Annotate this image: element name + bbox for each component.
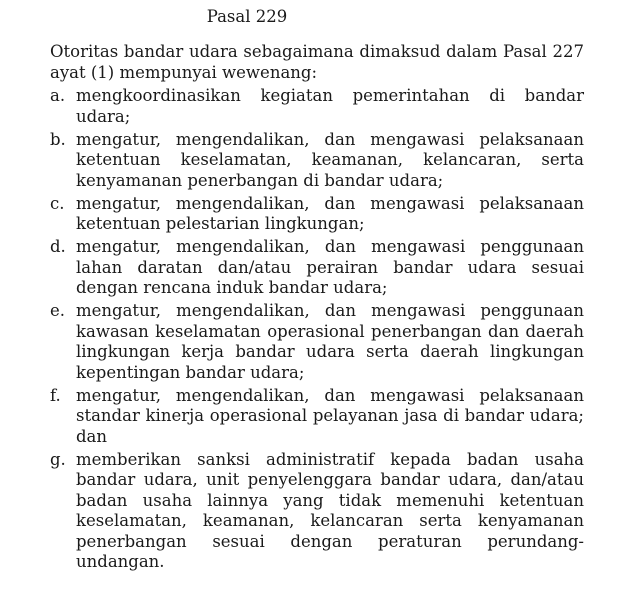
- article-intro: Otoritas bandar udara sebagaimana dimaksud dalam Pasal 227 ayat (1) mempunyai wewenang:: [50, 42, 584, 82]
- list-item-text: mengatur, mengendalikan, dan mengawasi pelaksanaan ketentuan keselamatan, keamanan, kelancaran, serta kenyamanan penerbangan di bandar udara;: [76, 129, 584, 190]
- list-item-d: [50, 237, 584, 299]
- list-marker: d.: [50, 237, 66, 256]
- list-marker: f.: [50, 385, 61, 405]
- list-item-text: mengatur, mengendalikan, dan mengawasi pelaksanaan standar kinerja operasional pelayanan jasa di bandar udara; dan: [76, 385, 584, 446]
- list-item-b: [50, 130, 584, 192]
- list-marker: c.: [50, 193, 65, 213]
- list-item-c: [50, 194, 584, 235]
- list-marker: a.: [50, 86, 66, 105]
- list-marker: e.: [50, 301, 66, 320]
- list-item-text: mengkoordinasikan kegiatan pemerintahan di bandar udara;: [76, 86, 584, 126]
- list-marker: b.: [50, 129, 66, 149]
- authority-list: [50, 86, 584, 575]
- list-item-a: [50, 86, 584, 127]
- list-item-text: memberikan sanksi administratif kepada badan usaha bandar udara, unit penyelenggara bandar udara, dan/atau badan usaha lainnya yang tidak memenuhi ketentuan keselamatan, keamanan, kelancaran serta kenyamanan penerbangan sesuai dengan peraturan perundang-undangan.: [76, 449, 584, 571]
- list-marker: g.: [50, 449, 66, 469]
- list-item-text: mengatur, mengendalikan, dan mengawasi penggunaan kawasan keselamatan operasional penerbangan dan daerah lingkungan kerja bandar udara serta daerah lingkungan kepentingan bandar udara;: [76, 301, 584, 382]
- article-title: Pasal 229: [206, 7, 288, 26]
- list-item-g: [50, 450, 584, 573]
- list-item-text: mengatur, mengendalikan, dan mengawasi penggunaan lahan daratan dan/atau perairan bandar udara sesuai dengan rencana induk bandar udara;: [76, 237, 584, 297]
- list-item-text: mengatur, mengendalikan, dan mengawasi pelaksanaan ketentuan pelestarian lingkungan;: [76, 193, 584, 233]
- list-item-e: [50, 301, 584, 383]
- list-item-f: [50, 386, 584, 448]
